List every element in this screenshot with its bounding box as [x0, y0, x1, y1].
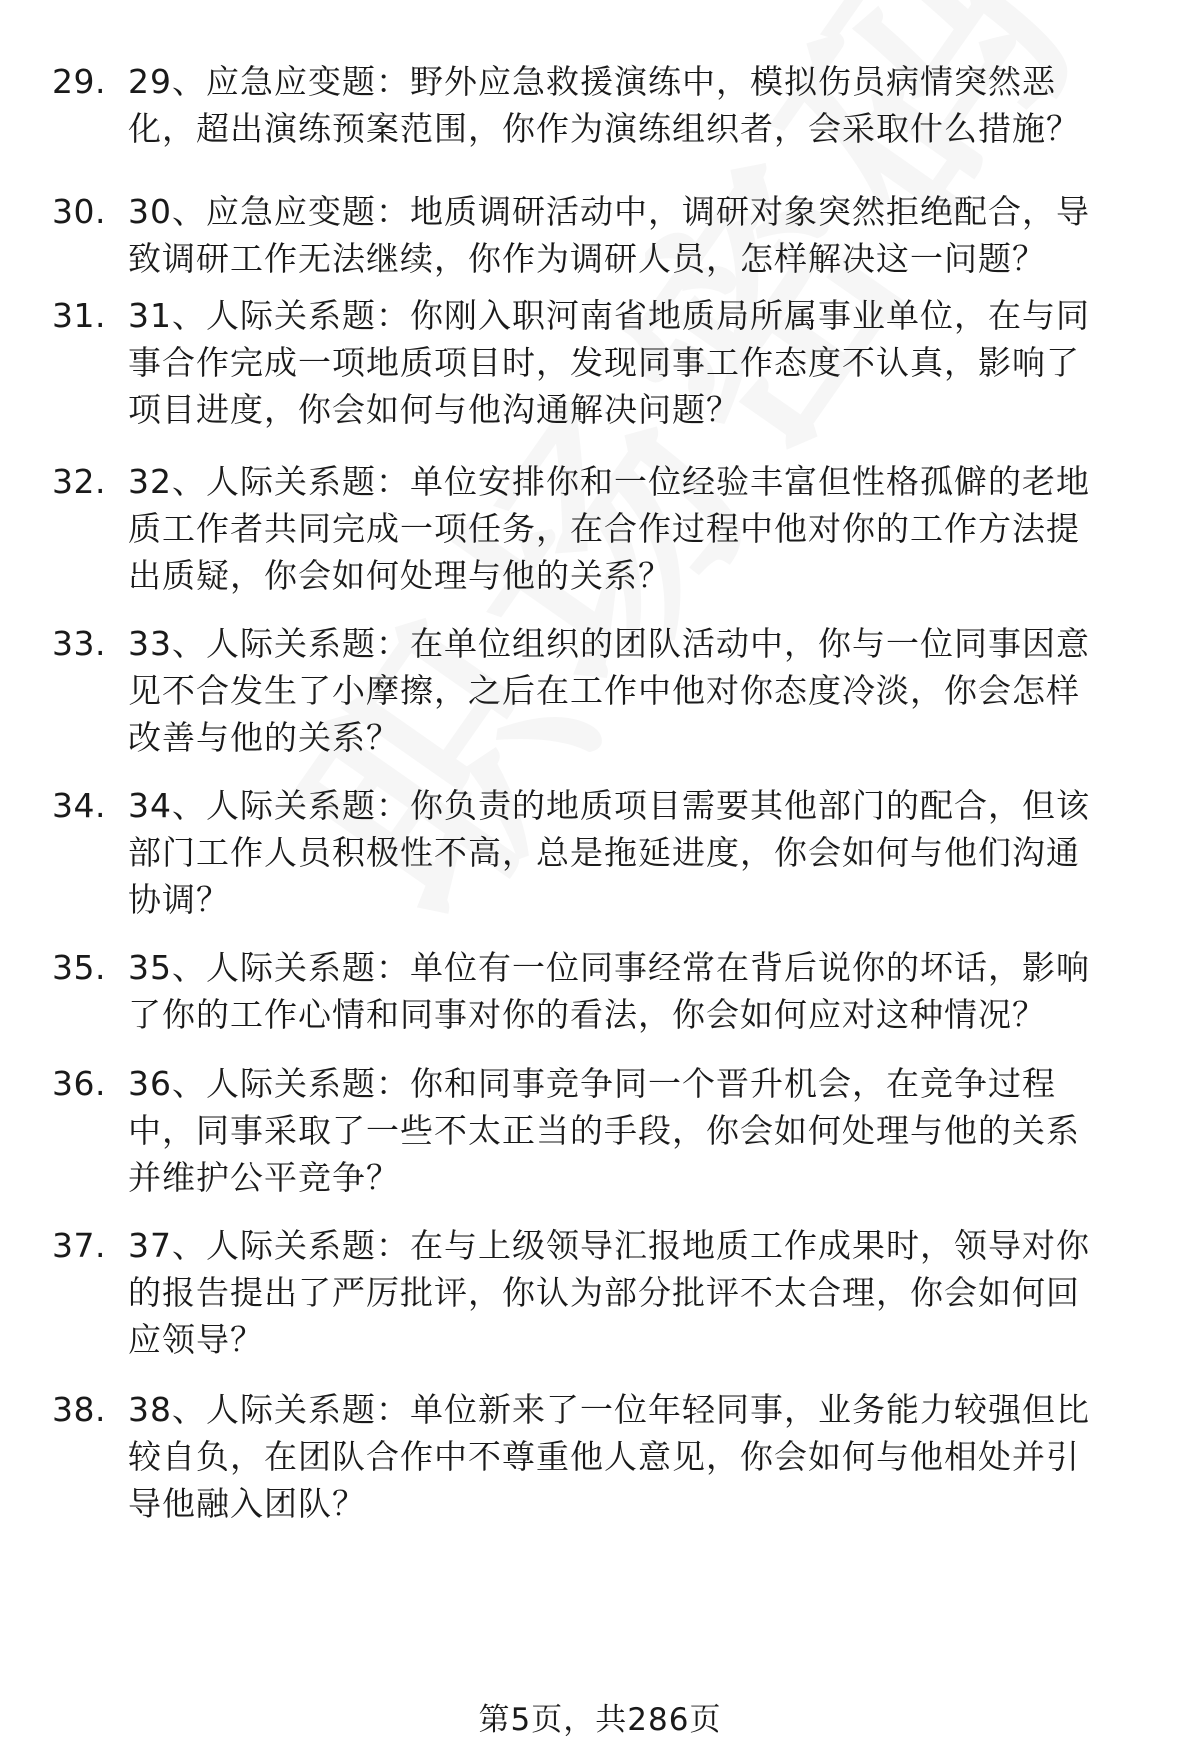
- question-text-line: 事合作完成一项地质项目时，发现同事工作态度不认真，影响了: [128, 343, 1080, 382]
- question-text-line: 38、人际关系题：单位新来了一位年轻同事，业务能力较强但比: [128, 1390, 1090, 1429]
- question-text-line: 35、人际关系题：单位有一位同事经常在背后说你的坏话，影响: [128, 948, 1090, 987]
- question-text-line: 导他融入团队？: [128, 1484, 366, 1523]
- question-text-line: 部门工作人员积极性不高，总是拖延进度，你会如何与他们沟通: [128, 833, 1080, 872]
- question-number: 31.: [52, 296, 106, 335]
- question-text: [128, 782, 1148, 923]
- question-text-line: 中，同事采取了一些不太正当的手段，你会如何处理与他的关系: [128, 1111, 1080, 1150]
- question-text-line: 协调？: [128, 880, 230, 919]
- question-text-line: 37、人际关系题：在与上级领导汇报地质工作成果时，领导对你: [128, 1226, 1090, 1265]
- question-number: 35.: [52, 948, 106, 987]
- question-text: [128, 1060, 1148, 1201]
- question-text: [128, 58, 1148, 152]
- question-text-line: 出质疑，你会如何处理与他的关系？: [128, 556, 672, 595]
- question-text-line: 32、人际关系题：单位安排你和一位经验丰富但性格孤僻的老地: [128, 462, 1090, 501]
- question-text: [128, 292, 1148, 433]
- question-number: 33.: [52, 624, 106, 663]
- question-text-line: 并维护公平竞争？: [128, 1158, 400, 1197]
- question-text-line: 36、人际关系题：你和同事竞争同一个晋升机会，在竞争过程: [128, 1064, 1056, 1103]
- question-text-line: 34、人际关系题：你负责的地质项目需要其他部门的配合，但该: [128, 786, 1090, 825]
- question-text-line: 较自负，在团队合作中不尊重他人意见，你会如何与他相处并引: [128, 1437, 1080, 1476]
- question-number: 32.: [52, 462, 106, 501]
- question-text-line: 见不合发生了小摩擦，之后在工作中他对你态度冷淡，你会怎样: [128, 671, 1080, 710]
- question-text: [128, 620, 1148, 761]
- question-text: [128, 188, 1148, 282]
- question-text-line: 应领导？: [128, 1320, 264, 1359]
- question-text-line: 质工作者共同完成一项任务，在合作过程中他对你的工作方法提: [128, 509, 1080, 548]
- question-text-line: 31、人际关系题：你刚入职河南省地质局所属事业单位，在与同: [128, 296, 1090, 335]
- question-text-line: 项目进度，你会如何与他沟通解决问题？: [128, 390, 740, 429]
- question-number: 37.: [52, 1226, 106, 1265]
- question-number: 38.: [52, 1390, 106, 1429]
- question-number: 34.: [52, 786, 106, 825]
- question-text-line: 的报告提出了严厉批评，你认为部分批评不太合理，你会如何回: [128, 1273, 1080, 1312]
- question-text-line: 了你的工作心情和同事对你的看法，你会如何应对这种情况？: [128, 995, 1046, 1034]
- question-text: [128, 1386, 1148, 1527]
- question-number: 30.: [52, 192, 106, 231]
- question-text-line: 33、人际关系题：在单位组织的团队活动中，你与一位同事因意: [128, 624, 1090, 663]
- question-number: 36.: [52, 1064, 106, 1103]
- question-text-line: 致调研工作无法继续，你作为调研人员，怎样解决这一问题？: [128, 239, 1046, 278]
- question-text-line: 化，超出演练预案范围，你作为演练组织者，会采取什么措施？: [128, 109, 1080, 148]
- question-text-line: 29、应急应变题：野外应急救援演练中，模拟伤员病情突然恶: [128, 62, 1056, 101]
- page-footer: 第5页，共286页: [478, 1702, 722, 1738]
- question-text-line: 改善与他的关系？: [128, 718, 400, 757]
- question-text: [128, 1222, 1148, 1363]
- question-text: [128, 944, 1148, 1038]
- question-number: 29.: [52, 62, 106, 101]
- question-text-line: 30、应急应变题：地质调研活动中，调研对象突然拒绝配合，导: [128, 192, 1090, 231]
- question-text: [128, 458, 1148, 599]
